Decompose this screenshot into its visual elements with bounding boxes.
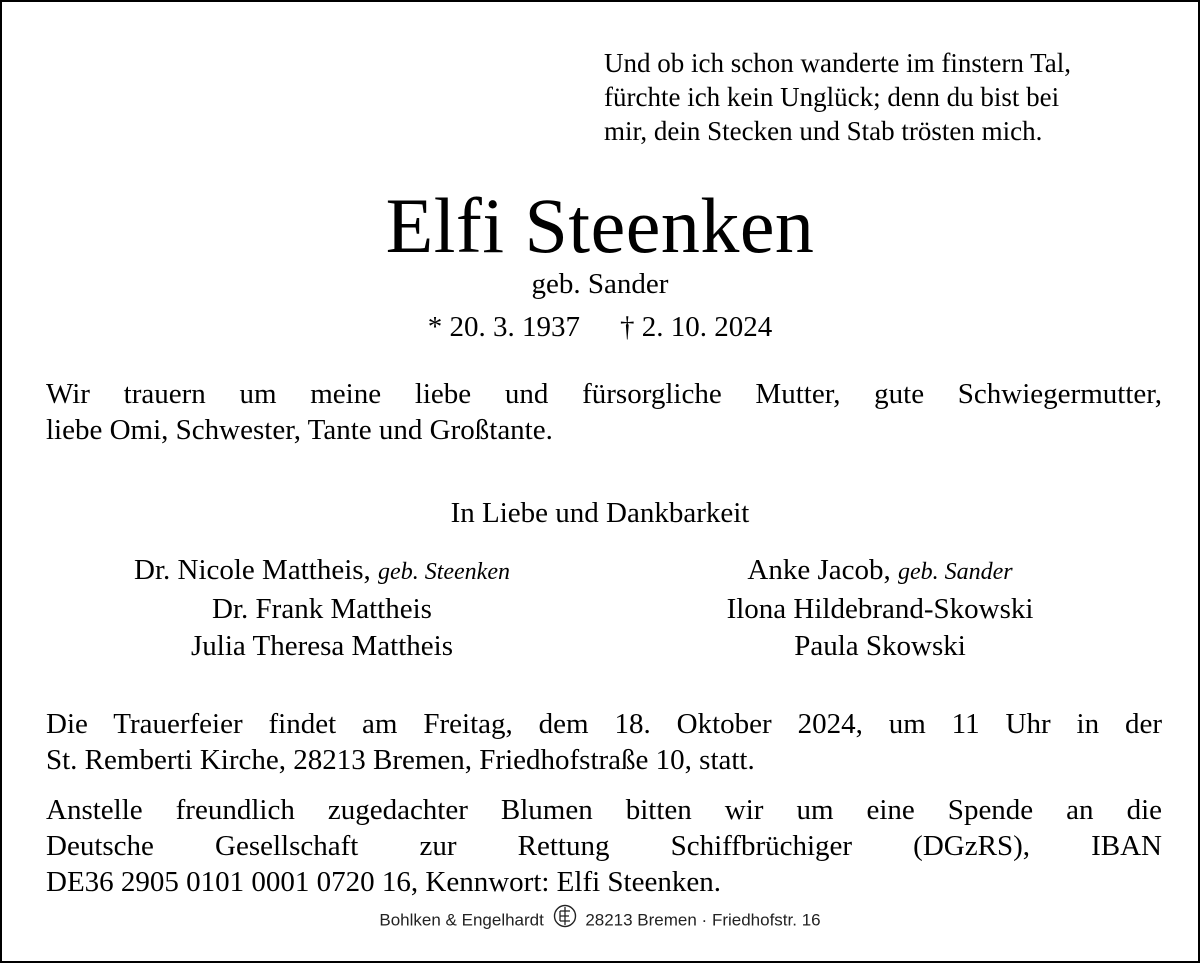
mourner-entry <box>620 552 1140 591</box>
mourner-entry <box>620 591 1140 628</box>
service-line: Die Trauerfeier findet am Freitag, dem 18. Oktober 2024, um 11 Uhr in der <box>46 708 1162 740</box>
deceased-name: Elfi Steenken <box>385 182 815 269</box>
life-dates <box>2 308 1198 346</box>
mourner-birth-name: geb. Sander <box>897 559 1013 585</box>
bohlken-engelhardt-logo-icon <box>553 904 577 935</box>
mourner-name: Paula Skowski <box>794 630 966 662</box>
mourner-birth-name: geb. Steenken <box>378 559 510 585</box>
death-date: † 2. 10. 2024 <box>620 311 773 343</box>
donation-line: DE36 2905 0101 0001 0720 16, Kennwort: Elfi Steenken. <box>46 866 721 898</box>
donation-text <box>46 792 1162 900</box>
verse-line: mir, dein Stecken und Stab trösten mich. <box>604 116 1043 146</box>
mourner-entry <box>620 628 1140 665</box>
service-line: St. Remberti Kirche, 28213 Bremen, Friedhofstraße 10, statt. <box>46 744 755 776</box>
mourning-line: liebe Omi, Schwester, Tante und Großtante. <box>46 414 553 446</box>
funeral-home-address: 28213 Bremen · Friedhofstr. 16 <box>585 910 821 930</box>
mourning-text <box>46 376 1162 448</box>
mourner-entry <box>62 628 582 665</box>
verse-line: Und ob ich schon wanderte im finstern Tal, <box>604 48 1072 78</box>
donation-line: Anstelle freundlich zugedachter Blumen bitten wir um eine Spende an die <box>46 794 1162 826</box>
birth-date: * 20. 3. 1937 <box>427 311 580 343</box>
mourner-entry <box>62 591 582 628</box>
mourner-name: Dr. Frank Mattheis <box>212 593 432 625</box>
bible-verse <box>604 46 1174 148</box>
funeral-service-text <box>46 706 1162 778</box>
closing-phrase: In Liebe und Dankbarkeit <box>450 497 750 529</box>
mourner-name: Anke Jacob, <box>747 554 891 586</box>
mourners-right-column <box>620 552 1140 665</box>
mourner-name: Julia Theresa Mattheis <box>190 630 453 662</box>
funeral-home-name: Bohlken & Engelhardt <box>379 910 544 930</box>
mourner-entry <box>62 552 582 591</box>
mourner-name: Ilona Hildebrand-Skowski <box>726 593 1034 625</box>
mourners-left-column <box>62 552 582 665</box>
verse-line: fürchte ich kein Unglück; denn du bist bei <box>604 82 1060 112</box>
mourner-name: Dr. Nicole Mattheis, <box>134 554 371 586</box>
donation-line: Deutsche Gesellschaft zur Rettung Schiffbrüchiger (DGzRS), IBAN <box>46 830 1162 862</box>
mourning-line: Wir trauern um meine liebe und fürsorgliche Mutter, gute Schwiegermutter, <box>46 378 1162 410</box>
funeral-home-footer <box>2 904 1198 938</box>
maiden-name: geb. Sander <box>531 268 669 300</box>
